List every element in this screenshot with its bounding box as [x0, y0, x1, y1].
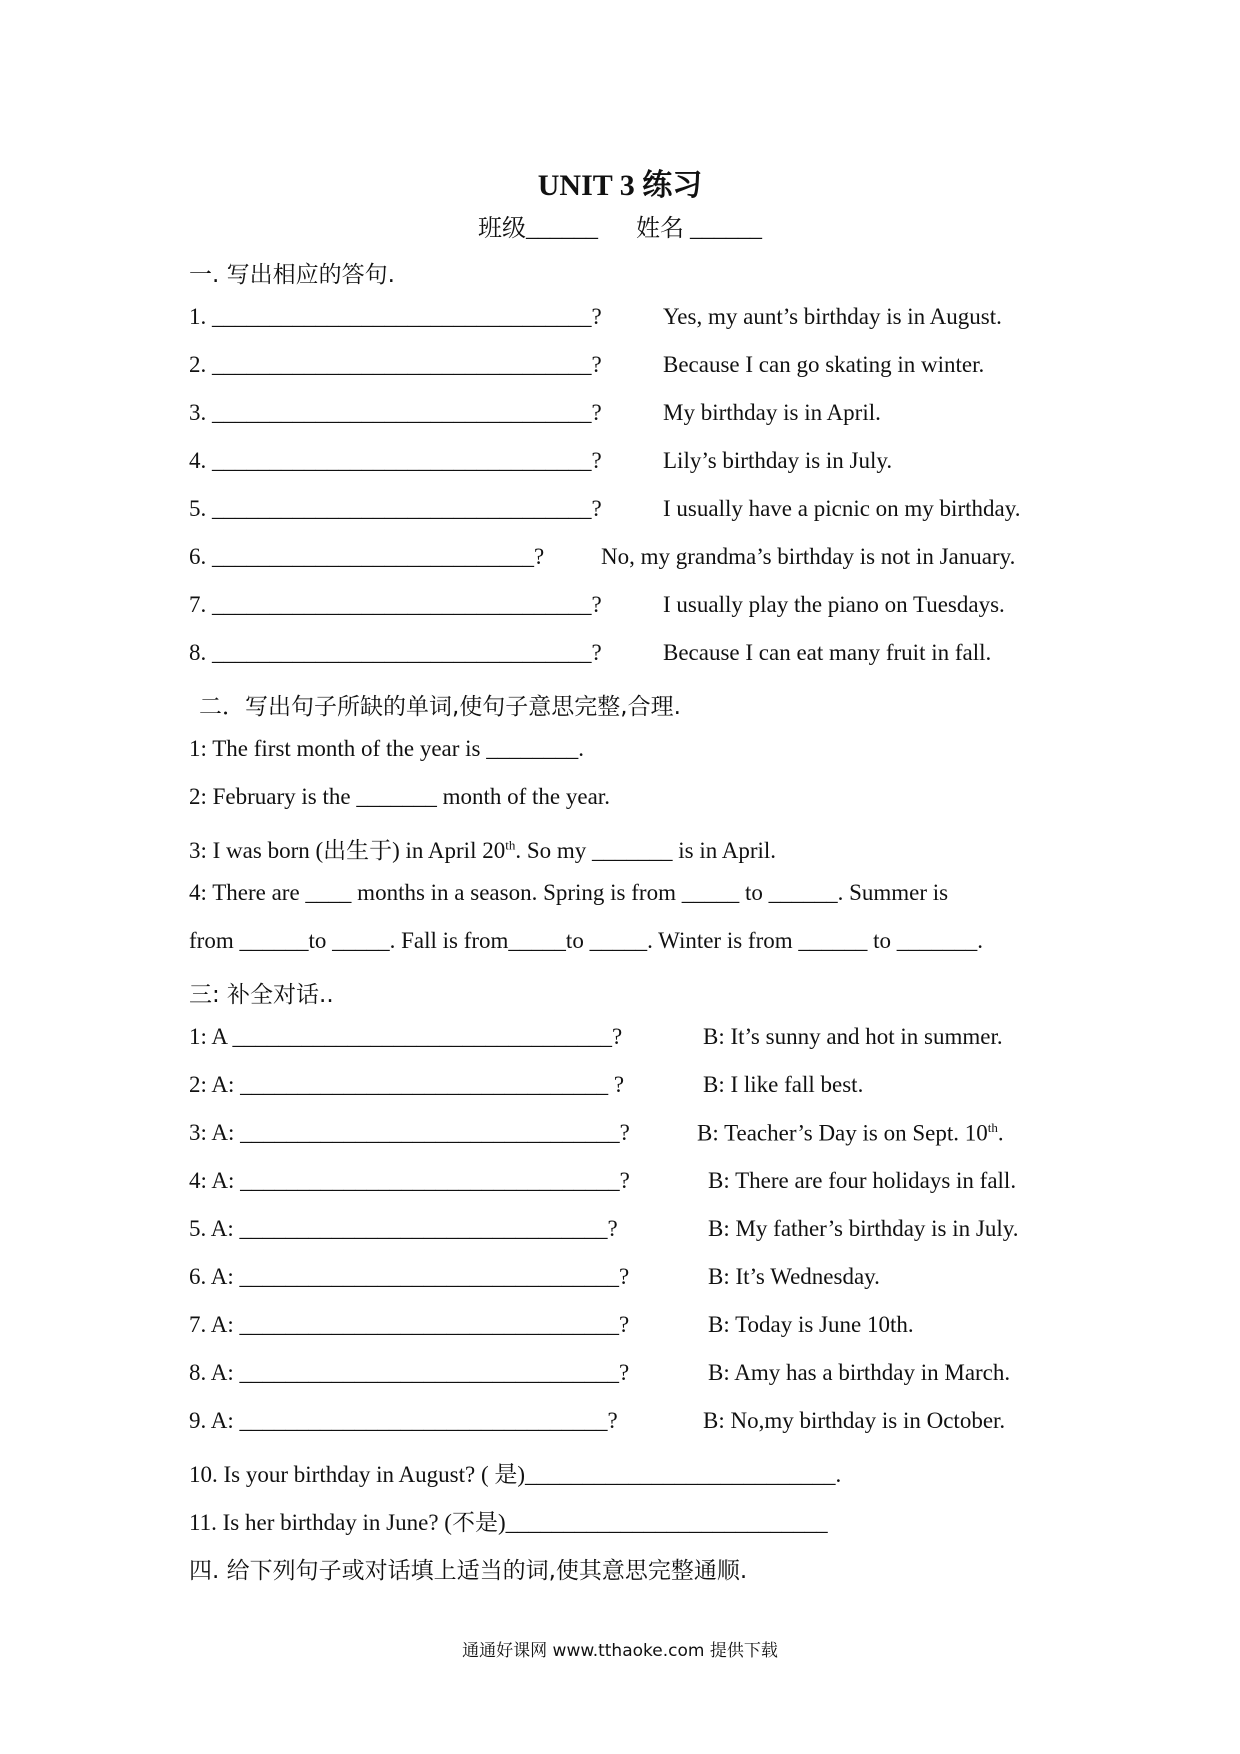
answer-text: B: I like fall best.	[703, 1072, 864, 1097]
question-blank: 3: A: _________________________________?	[189, 1120, 630, 1145]
question-blank: 5. A: ________________________________?	[189, 1216, 618, 1241]
answer-text	[697, 1120, 1004, 1147]
question-blank: 2. _________________________________?	[189, 352, 602, 377]
question-blank: 1. _________________________________?	[189, 304, 602, 329]
name-label: 姓名 ______	[636, 216, 762, 242]
class-label: 班级______	[478, 216, 598, 242]
question-blank: 8. _________________________________?	[189, 640, 602, 665]
section3-heading: 三: 补全对话..	[189, 982, 334, 1008]
section3-item-6	[189, 1264, 1069, 1298]
question-blank: 2: A: ________________________________ ?	[189, 1072, 625, 1097]
footer-credit: 通通好课网 www.tthaoke.com 提供下载	[462, 1641, 778, 1661]
section3-line-10: 10. Is your birthday in August? ( 是)___________________________.	[189, 1462, 842, 1487]
section3-item-3	[189, 1120, 1069, 1154]
line3-part1: 3: I was born (出生于) in April 20	[189, 838, 506, 863]
section3-item-4	[189, 1168, 1069, 1202]
answer-text: I usually have a picnic on my birthday.	[663, 496, 1021, 521]
line3-sup: th	[505, 837, 516, 853]
section1-item-3	[189, 400, 1069, 434]
answer-text: I usually play the piano on Tuesdays.	[663, 592, 1005, 617]
section3-item-1	[189, 1024, 1069, 1058]
section4-heading: 四. 给下列句子或对话填上适当的词,使其意思完整通顺.	[189, 1558, 748, 1584]
question-blank: 7. A: _________________________________?	[189, 1312, 630, 1337]
answer-text: B: There are four holidays in fall.	[708, 1168, 1017, 1193]
class-name-line	[0, 208, 1240, 243]
section1-item-8	[189, 640, 1069, 674]
answer-text: Because I can go skating in winter.	[663, 352, 985, 377]
question-blank: 4: A: _________________________________?	[189, 1168, 630, 1193]
section1-item-6	[189, 544, 1069, 578]
question-blank: 7. _________________________________?	[189, 592, 602, 617]
answer-text: No, my grandma’s birthday is not in January.	[601, 544, 1016, 569]
answer-text: My birthday is in April.	[663, 400, 881, 425]
section2-heading: 二．写出句子所缺的单词,使句子意思完整,合理.	[199, 694, 681, 720]
answer-text: Yes, my aunt’s birthday is in August.	[663, 304, 1002, 329]
answer-text: Because I can eat many fruit in fall.	[663, 640, 992, 665]
question-blank: 6. ____________________________?	[189, 544, 545, 569]
section1-item-4	[189, 448, 1069, 482]
section1-item-2	[189, 352, 1069, 386]
answer-part1: B: Teacher’s Day is on Sept. 10	[697, 1120, 988, 1146]
section1-item-5	[189, 496, 1069, 530]
line3-part2: . So my _______ is in April.	[515, 838, 777, 863]
answer-text: B: Amy has a birthday in March.	[708, 1360, 1011, 1385]
section2-line-5: from ______to _____. Fall is from_____to _____. Winter is from ______ to _______.	[189, 928, 984, 953]
question-blank: 9. A: ________________________________?	[189, 1408, 618, 1433]
section2-line-2: 2: February is the _______ month of the year.	[189, 784, 610, 809]
section3-item-8	[189, 1360, 1069, 1394]
section3-item-2	[189, 1072, 1069, 1106]
answer-text: B: Today is June 10th.	[708, 1312, 914, 1337]
page-title: UNIT 3 练习	[537, 169, 703, 202]
question-blank: 3. _________________________________?	[189, 400, 602, 425]
section2-line-4: 4: There are ____ months in a season. Spring is from _____ to ______. Summer is	[189, 880, 949, 905]
answer-text: B: It’s Wednesday.	[708, 1264, 880, 1289]
section1-item-1	[189, 304, 1069, 338]
section1-item-7	[189, 592, 1069, 626]
question-blank: 1: A _________________________________?	[189, 1024, 623, 1049]
answer-text: B: My father’s birthday is in July.	[708, 1216, 1019, 1241]
question-blank: 5. _________________________________?	[189, 496, 602, 521]
section3-item-7	[189, 1312, 1069, 1346]
answer-text: Lily’s birthday is in July.	[663, 448, 893, 473]
question-blank: 4. _________________________________?	[189, 448, 602, 473]
answer-text: B: No,my birthday is in October.	[703, 1408, 1006, 1433]
question-blank: 8. A: _________________________________?	[189, 1360, 630, 1385]
section2-line-1: 1: The first month of the year is ________.	[189, 736, 584, 761]
answer-part2: .	[997, 1120, 1004, 1146]
section1-heading: 一. 写出相应的答句.	[189, 262, 395, 288]
section3-item-5	[189, 1216, 1069, 1250]
answer-text: B: It’s sunny and hot in summer.	[703, 1024, 1003, 1049]
section3-item-9	[189, 1408, 1069, 1442]
section3-line-11: 11. Is her birthday in June? (不是)____________________________	[189, 1510, 828, 1535]
answer-sup: th	[987, 1120, 998, 1135]
section2-line-3	[189, 832, 776, 865]
question-blank: 6. A: _________________________________?	[189, 1264, 630, 1289]
